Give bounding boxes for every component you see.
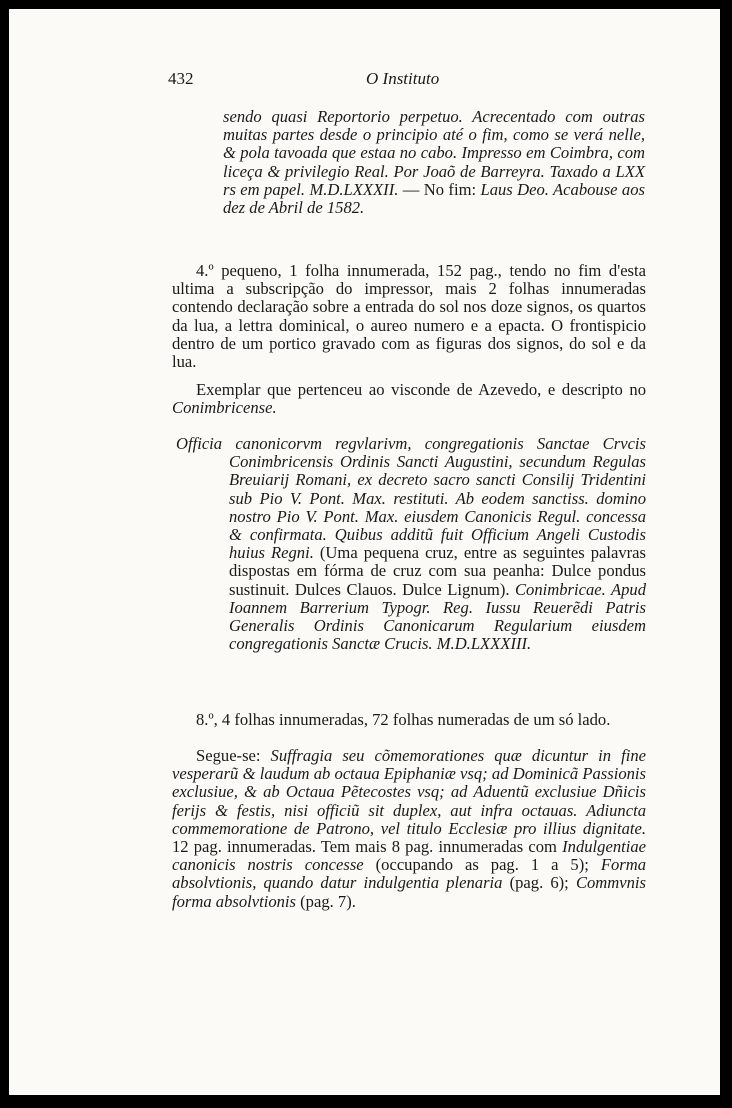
provenance-text: Exemplar que pertenceu ao visconde de Azevedo, e descripto no xyxy=(196,380,646,399)
officia-imprint: Conimbricae. Apud Ioannem Barrerium Typogr. Reg. Iussu Reuerẽdi Patris Generalis Ordinis Canonicarum Regularium eiusdem congregationis Sanctæ Crucis. M.D.LXXXIII. xyxy=(229,579,646,654)
description-text: 4.º pequeno, 1 folha innumerada, 152 pag., tendo no fim d'esta ultima a subscripção do impressor, mais 2 folhas innumeradas contendo declaração sobre a entrada do sol nos doze signos, os quartos da lua, a lettra dominical, o aureo numero e a epacta. O frontispicio dentro de um portico gravado com as figuras dos signos, do sol e da lua. xyxy=(172,261,646,372)
entry-title-text: sendo quasi Reportorio perpetuo. Acrecentado com outras muitas partes desde o principio até o fim, como se verá nelle, & pola tavoada que estaa no cabo. Impresso em Coimbra, com liceça & privilegio Real. Por Joaõ de Barreyra. Taxado a LXX rs em papel. M.D.LXXXII. xyxy=(223,107,645,199)
collation-paragraph xyxy=(172,711,646,729)
page-number: 432 xyxy=(168,69,194,88)
entry-continuation xyxy=(223,108,645,217)
book-page xyxy=(9,9,720,1095)
contents-text-3: (occupando as pag. 1 a 5); xyxy=(363,855,601,875)
contents-suffragia: Suffragia seu cõmemorationes quæ dicuntur in fine vesperarũ & laudum ab octaua Epiphaniæ vsq; ad Dominicã Passionis exclusiue, & ab Octaua Pẽtecostes vsq; ad Aduentũ exclusiue Dñicis ferijs & festis, nisi officiũ sit duplex, aut infra octauas. Adiuncta commemoratione de Patrono, vel titulo Ecclesiæ pro illius dignitate. xyxy=(172,746,646,838)
running-title: O Instituto xyxy=(366,69,440,88)
officia-note: (Uma pequena cruz, entre as seguintes palavras dispostas em fórma de cruz com sua peanha: Dulce pondus sustinuit. Dulces Clauos. Dulce Lignum). xyxy=(229,543,646,599)
colophon-text: Laus Deo. Acabouse aos dez de Abril de 1582. xyxy=(223,179,645,218)
collation-text: 8.º, 4 folhas innumeradas, 72 folhas numeradas de um só lado. xyxy=(196,710,611,729)
provenance-source: Conimbricense. xyxy=(172,398,277,418)
contents-text-2: 12 pag. innumeradas. Tem mais 8 pag. innumeradas com xyxy=(172,837,563,857)
contents-text-4: (pag. 6); xyxy=(502,873,576,893)
contents-indulgentiae: Indulgentiae canonicis nostris concesse xyxy=(172,837,646,875)
contents-text-1: Segue-se: xyxy=(196,746,271,765)
contents-forma: Forma absolvtionis, quando datur indulgentia plenaria xyxy=(172,855,646,893)
contents-communis: Commvnis forma absolvtionis xyxy=(172,873,646,911)
officia-entry xyxy=(172,435,646,653)
contents-text-5: (pag. 7). xyxy=(296,891,356,911)
contents-paragraph xyxy=(172,747,646,911)
provenance-paragraph xyxy=(172,381,646,417)
officia-title: Officia canonicorvm regvlarivm, congregationis Sanctae Crvcis Conimbricensis Ordinis Sancti Augustini, secundum Regulas Breuiarij Romani, ex decreto sacro sancti Consilij Tridentini sub Pio V. Pont. Max. restituti. Ab eodem sanctiss. domino nostro Pio V. Pont. Max. eiusdem Canonicis Regul. concessa & confirmata. Quibus additũ fuit Officium Angeli Custodis huius Regni. xyxy=(176,434,646,563)
colophon-prefix: — No fim: xyxy=(398,179,481,199)
page-header xyxy=(9,63,720,93)
description-paragraph xyxy=(172,262,646,371)
